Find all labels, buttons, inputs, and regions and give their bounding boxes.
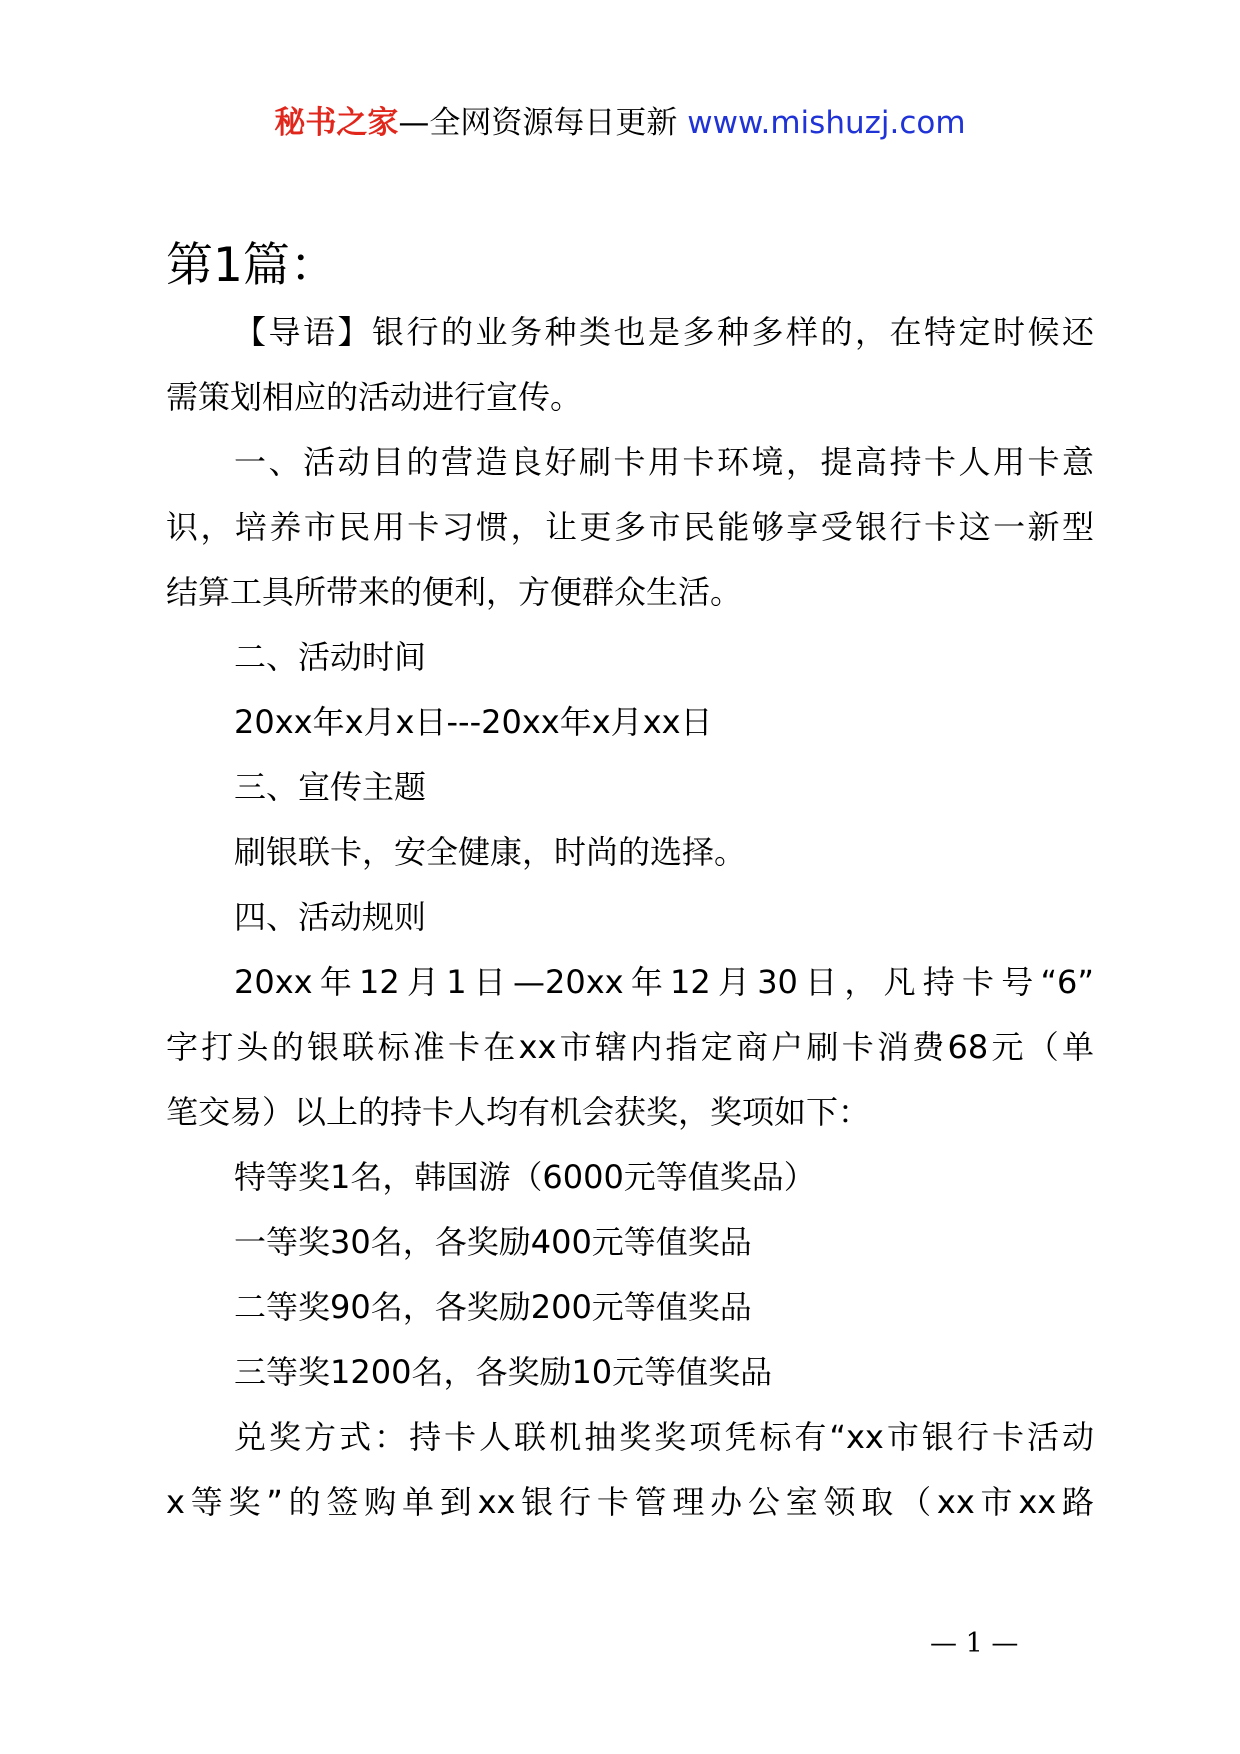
paragraph-intro-line-2: 需策划相应的活动进行宣传。 xyxy=(166,378,583,416)
section-rules-line-3: 笔交易）以上的持卡人均有机会获奖，奖项如下： xyxy=(166,1093,871,1131)
page-number: — 1 — xyxy=(930,1628,1019,1659)
prize-second: 二等奖90名，各奖励200元等值奖品 xyxy=(234,1288,752,1326)
document-body xyxy=(166,300,1094,1535)
section-purpose-line-3: 结算工具所带来的便利，方便群众生活。 xyxy=(166,573,743,611)
section-rules-heading: 四、活动规则 xyxy=(234,898,427,936)
prize-first: 一等奖30名，各奖励400元等值奖品 xyxy=(234,1223,752,1261)
section-rules-line-2: 字打头的银联标准卡在xx市辖内指定商户刷卡消费68元（单 xyxy=(166,1028,1094,1066)
section-theme-value: 刷银联卡，安全健康，时尚的选择。 xyxy=(234,833,747,871)
document-title: 第1篇： xyxy=(166,238,337,293)
section-purpose-line-2: 识，培养市民用卡习惯，让更多市民能够享受银行卡这一新型 xyxy=(166,508,1094,546)
redeem-line-2: x等奖”的签购单到xx银行卡管理办公室领取（xx市xx路 xyxy=(166,1483,1094,1521)
section-time-heading: 二、活动时间 xyxy=(234,638,427,676)
section-purpose-line-1: 一、活动目的营造良好刷卡用卡环境，提高持卡人用卡意 xyxy=(234,443,1094,481)
redeem-line-1: 兑奖方式：持卡人联机抽奖奖项凭标有“xx市银行卡活动 xyxy=(234,1418,1094,1456)
site-header xyxy=(0,98,1240,148)
paragraph-intro-line-1: 【导语】银行的业务种类也是多种多样的，在特定时候还 xyxy=(234,313,1094,351)
site-brand: 秘书之家 xyxy=(274,105,399,141)
section-theme-heading: 三、宣传主题 xyxy=(234,768,427,806)
prize-third: 三等奖1200名，各奖励10元等值奖品 xyxy=(234,1353,773,1391)
prize-grand: 特等奖1名，韩国游（6000元等值奖品） xyxy=(234,1158,816,1196)
section-rules-line-1: 20xx年12月1日—20xx年12月30日，凡持卡号“6” xyxy=(234,963,1094,1001)
site-tagline: —全网资源每日更新 xyxy=(398,105,688,141)
section-time-value: 20xx年x月x日---20xx年x月xx日 xyxy=(234,703,713,741)
site-url-link[interactable]: www.mishuzj.com xyxy=(687,105,966,141)
